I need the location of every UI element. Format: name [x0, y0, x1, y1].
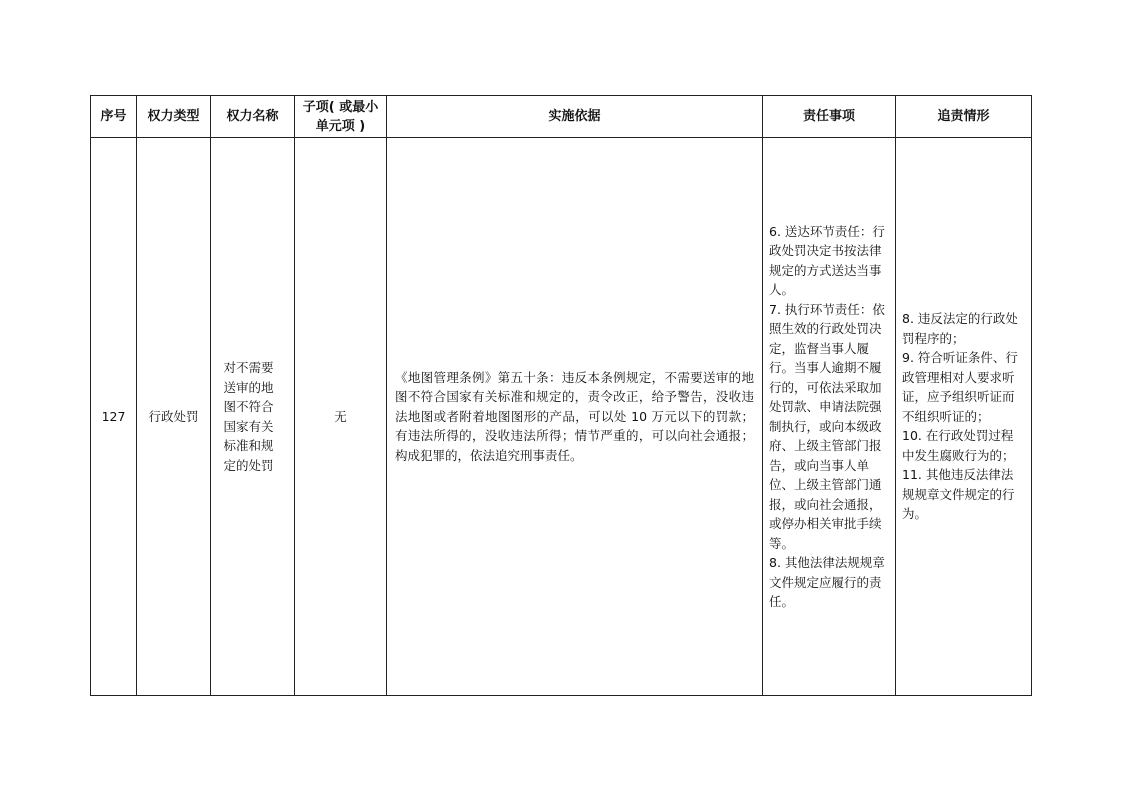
- accountability-item: 9. 符合听证条件、行政管理相对人要求听证，应予组织听证而不组织听证的；: [902, 350, 1018, 424]
- header-subitem-line2: 单元项 ): [315, 118, 366, 134]
- header-responsibility: 责任事项: [763, 96, 896, 138]
- responsibility-item: 7. 执行环节责任：依照生效的行政处罚决定，监督当事人履行。当事人逾期不履行的，可依法采取加处罚款、申请法院强制执行，或向本级政府、上级主管部门报告，或向当事人单位、上级主管部门通报，或向社会通报，或停办相关审批手续等。: [769, 301, 885, 551]
- cell-name-wrap: [211, 138, 295, 696]
- table-row: [91, 138, 1032, 696]
- cell-name: 对不需要送审的地图不符合国家有关标准和规定的处罚: [223, 360, 274, 473]
- cell-accountability: [896, 138, 1032, 696]
- cell-responsibility: [763, 138, 896, 696]
- header-seq: 序号: [91, 96, 137, 138]
- responsibility-item: 8. 其他法律法规规章文件规定应履行的责任。: [769, 555, 885, 609]
- responsibility-item: 6. 送达环节责任：行政处罚决定书按法律规定的方式送达当事人。: [769, 223, 885, 297]
- accountability-item: 11. 其他违反法律法规规章文件规定的行为。: [902, 467, 1015, 522]
- header-row: [91, 96, 1032, 138]
- header-subitem-line1: 子项( 或最小: [302, 99, 379, 115]
- cell-type: 行政处罚: [137, 138, 211, 696]
- cell-basis: 《地图管理条例》第五十条：违反本条例规定，不需要送审的地图不符合国家有关标准和规定的，责令改正，给予警告，没收违法地图或者附着地图图形的产品，可以处 10 万元以下的罚款；有违法所得的，没收违法所得；情节严重的，可以向社会通报；构成犯罪的，依法追究刑事责任。: [387, 138, 763, 696]
- accountability-item: 8. 违反法定的行政处罚程序的；: [902, 311, 1018, 346]
- header-type: 权力类型: [137, 96, 211, 138]
- cell-subitem: 无: [295, 138, 387, 696]
- header-subitem: [295, 96, 387, 138]
- header-accountability: 追责情形: [896, 96, 1032, 138]
- authority-table: [90, 95, 1032, 696]
- cell-seq: 127: [91, 138, 137, 696]
- header-basis: 实施依据: [387, 96, 763, 138]
- header-name: 权力名称: [211, 96, 295, 138]
- accountability-item: 10. 在行政处罚过程中发生腐败行为的；: [902, 428, 1015, 463]
